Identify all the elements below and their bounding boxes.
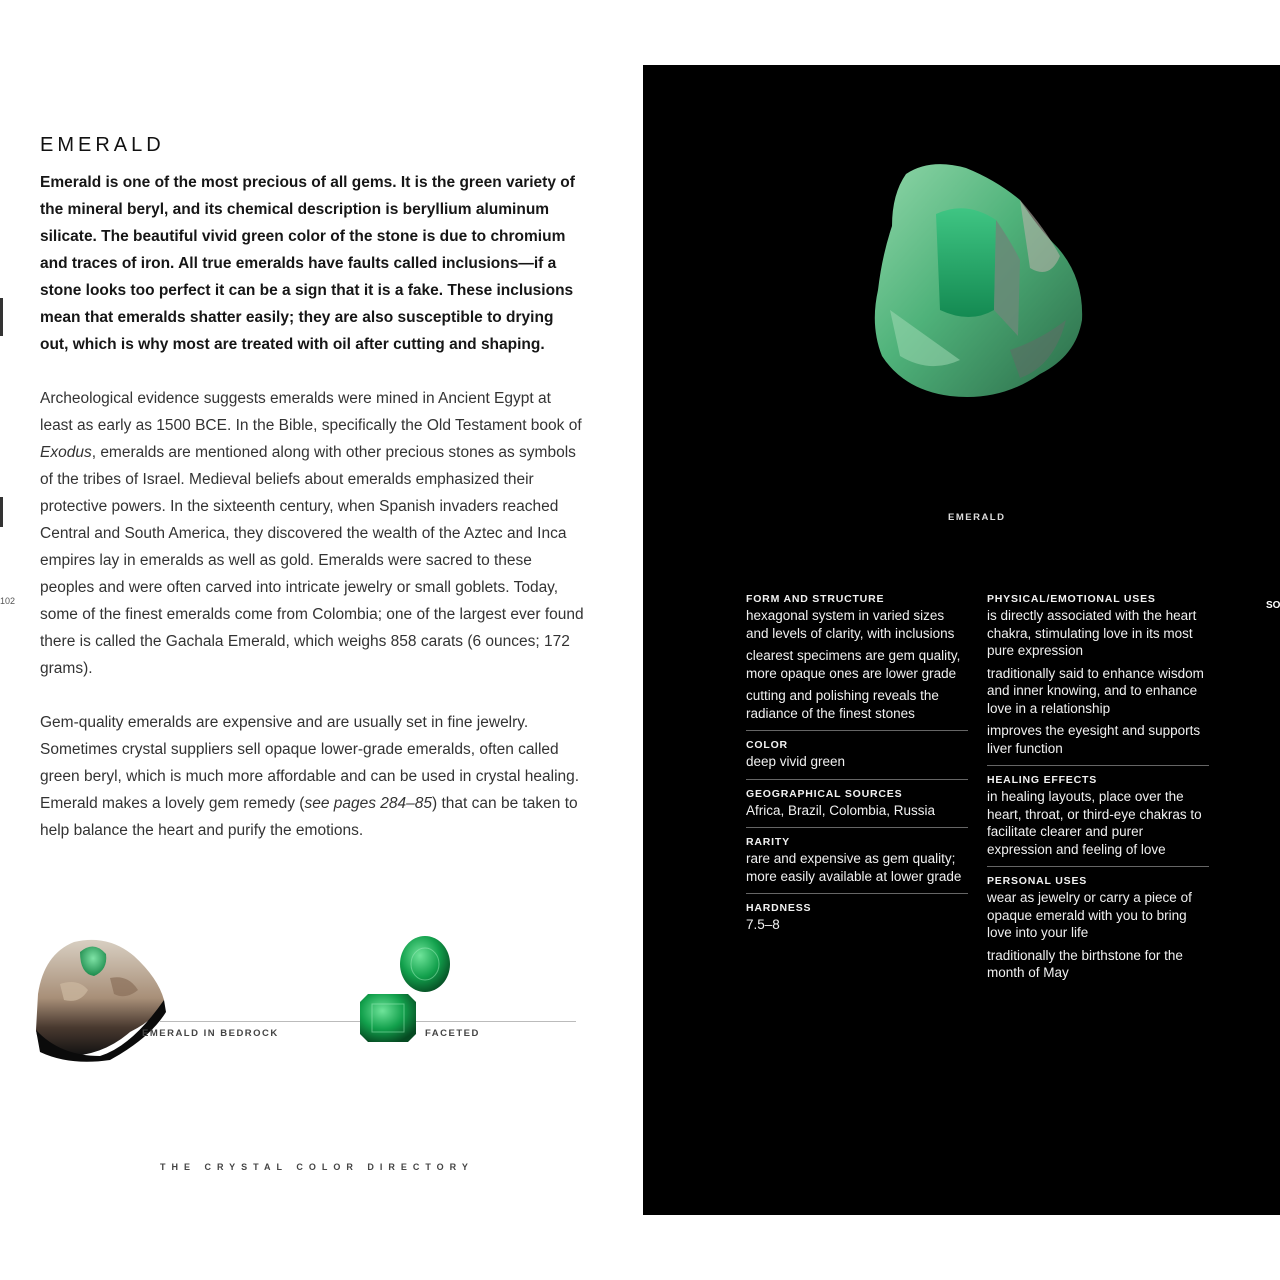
fact-line: traditionally the birthstone for the month of May: [987, 947, 1183, 980]
edge-page-number: 102: [0, 596, 16, 606]
fact-line: traditionally said to enhance wisdom and inner knowing, and to enhance love in a relationship: [987, 665, 1204, 716]
fact-line: cutting and polishing reveals the radiance of the finest stones: [746, 688, 939, 721]
fact-heading: RARITY: [746, 836, 790, 848]
fact-section-geographical-sources: [746, 787, 968, 829]
fact-heading: GEOGRAPHICAL SOURCES: [746, 787, 903, 800]
caption-emerald-specimen: EMERALD: [948, 512, 1006, 523]
raw-emerald-specimen-image: [870, 160, 1090, 415]
fact-section-hardness: [746, 901, 968, 942]
fact-line: deep vivid green: [746, 754, 846, 769]
fact-line: rare and expensive as gem quality; more easily available at lower grade: [746, 851, 962, 884]
fact-section-rarity: [746, 835, 968, 894]
caption-faceted: FACETED: [425, 1028, 480, 1039]
fact-section-personal-uses: [987, 874, 1209, 990]
fact-line: Africa, Brazil, Colombia, Russia: [746, 802, 936, 818]
fact-line: in healing layouts, place over the heart, throat, or third-eye chakras to facilitate clearer and purer expression and feeling of love: [987, 789, 1202, 857]
fact-section-color: [746, 738, 968, 780]
cross-reference-link[interactable]: see pages 284–85: [304, 795, 433, 812]
usage-paragraph: Gem-quality emeralds are expensive and are usually set in fine jewelry. Sometimes crystal suppliers sell opaque lower-grade emeralds, often called green beryl, which is much more affordable and can be used in crystal healing. Emerald makes a lovely gem remedy (see pages 284–85) that can be taken to help balance the heart and purify the emotions.: [40, 714, 580, 839]
fact-line: improves the eyesight and supports liver function: [987, 723, 1201, 756]
running-footer: THE CRYSTAL COLOR DIRECTORY: [160, 1162, 474, 1172]
fact-line: clearest specimens are gem quality, more opaque ones are lower grade: [746, 648, 961, 681]
fact-heading: HARDNESS: [746, 902, 812, 914]
emerald-in-bedrock-image: [30, 934, 170, 1064]
fact-line: hexagonal system in varied sizes and levels of clarity, with inclusions: [746, 608, 955, 641]
fact-heading: FORM AND STRUCTURE: [746, 593, 885, 605]
fact-line: 7.5–8: [746, 917, 780, 932]
facts-column-right: [987, 592, 1209, 997]
fact-section-healing-effects: [987, 773, 1209, 867]
edge-tab-mark: [0, 298, 3, 336]
fact-heading: HEALING EFFECTS: [987, 774, 1098, 786]
fact-heading: COLOR: [746, 739, 788, 751]
fact-heading: PERSONAL USES: [987, 875, 1088, 887]
history-paragraph: Archeological evidence suggests emeralds were mined in Ancient Egypt at least as early as 1500 BCE. In the Bible, specifically the Old Testament book of Exodus, emeralds are mentioned along with other precious stones as symbols of the tribes of Israel. Medieval beliefs about emeralds emphasized their protective powers. In the sixteenth century, when Spanish invaders reached Central and South America, they discovered the wealth of the Aztec and Inca empires lay in emeralds as well as gold. Emeralds were sacred to these peoples and were often carved into intricate jewelry or small goblets. Today, some of the finest emeralds come from Colombia; one of the largest ever found there is called the Gachala Emerald, which weighs 858 carats (6 ounces; 172 grams).: [40, 390, 584, 677]
fact-section-form-and-structure: [746, 592, 968, 731]
caption-emerald-in-bedrock: EMERALD IN BEDROCK: [142, 1028, 279, 1039]
intro-paragraph: Emerald is one of the most precious of all gems. It is the green variety of the mineral beryl, and its chemical description is beryllium aluminum silicate. The beautiful vivid green color of the stone is due to chromium and traces of iron. All true emeralds have faults called inclusions—if a stone looks too perfect it can be a sign that it is a fake. These inclusions mean that emeralds shatter easily; they are also susceptible to drying out, which is why most are treated with oil after cutting and shaping.: [40, 174, 575, 353]
edge-cropped-text: SO: [1266, 600, 1280, 611]
fact-section-physical-emotional-uses: [987, 592, 1209, 766]
fact-heading: PHYSICAL/EMOTIONAL USES: [987, 593, 1156, 605]
fact-line: wear as jewelry or carry a piece of opaque emerald with you to bring love into your life: [987, 890, 1192, 940]
edge-tab-mark: [0, 497, 3, 527]
book-title: Exodus: [40, 444, 92, 461]
fact-line: is directly associated with the heart chakra, stimulating love in its most pure expression: [987, 608, 1197, 658]
facts-column-left: [746, 592, 968, 949]
page-title: EMERALD: [40, 134, 165, 156]
